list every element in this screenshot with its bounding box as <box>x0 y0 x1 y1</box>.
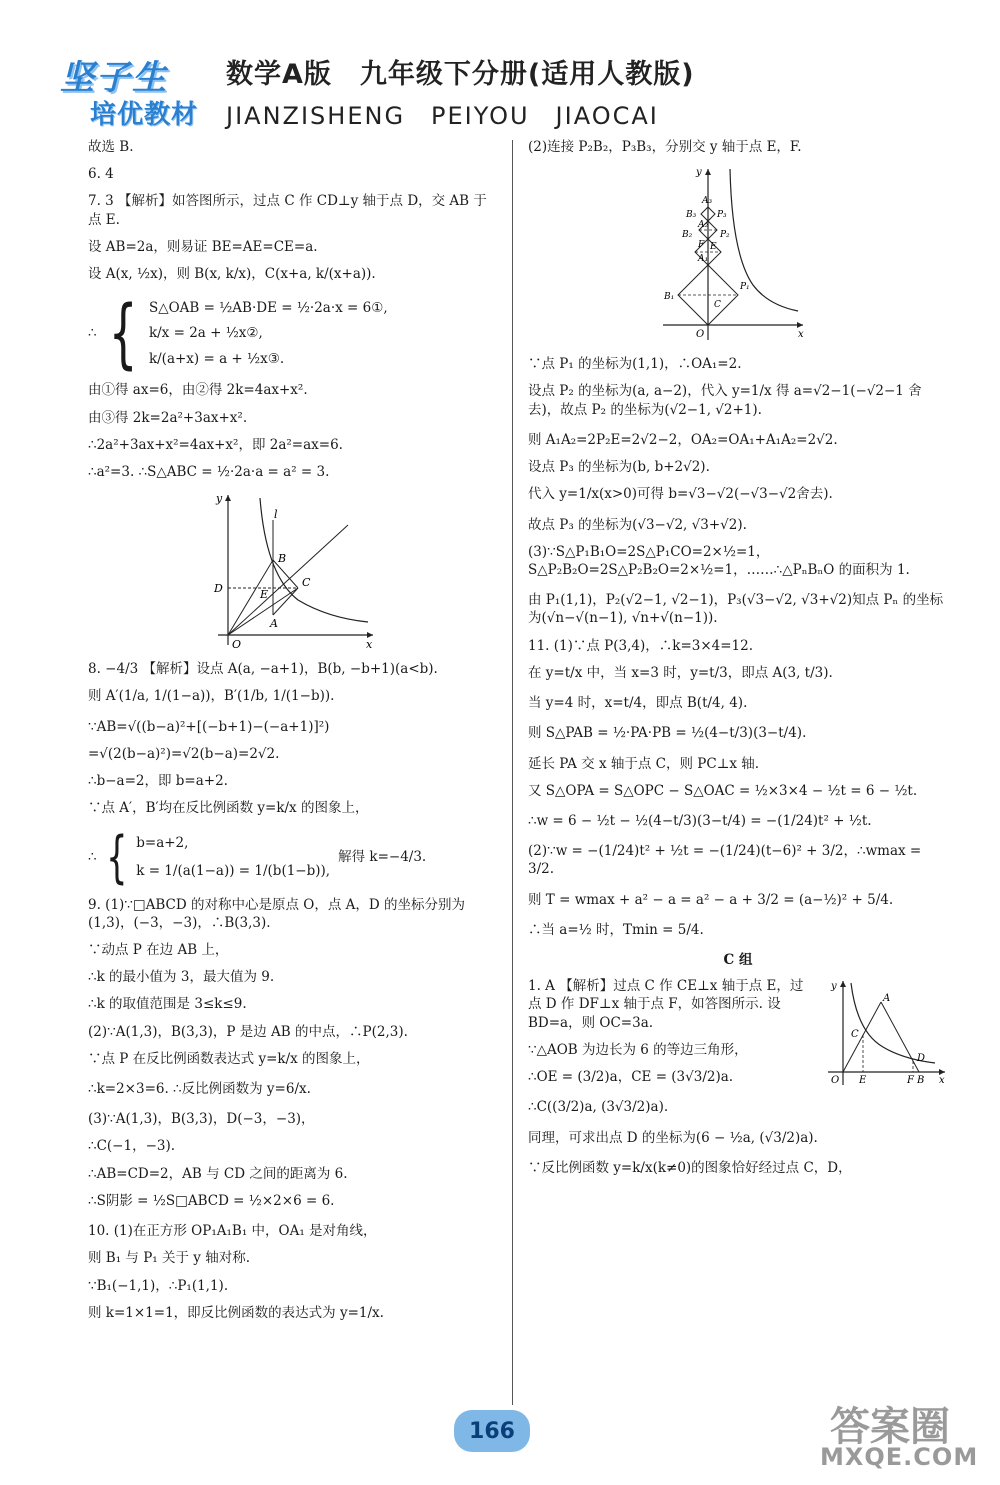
logo-bottom-text: 培优教材 <box>90 100 199 130</box>
text-line: 代入 y=1/x(x>0)可得 b=√3−√2(−√3−√2舍去). <box>528 486 833 503</box>
text-line: ∵B₁(−1,1)，∴P₁(1,1). <box>88 1277 229 1294</box>
fig-label: x <box>366 638 373 651</box>
fig-label: A₂ <box>698 220 709 231</box>
text-line: 在 y=t/x 中，当 x=3 时，y=t/3，即点 A(3, t/3). <box>528 664 833 681</box>
fig-label: l <box>274 508 278 522</box>
left-column <box>88 138 498 1331</box>
page-number: 166 <box>454 1410 530 1452</box>
brace-icon: { <box>105 824 128 890</box>
fig-label: F <box>907 1075 914 1087</box>
equation-line: k/(a+x) = a + ½x③. <box>148 350 285 367</box>
brace-icon: { <box>108 288 138 378</box>
fig-label: A <box>270 617 278 631</box>
equation-line: S△OAB = ½AB·DE = ½·2a·x = 6①, <box>148 299 388 316</box>
publisher-logo <box>50 50 210 136</box>
fig-label: A₁ <box>698 254 709 265</box>
text-line: 由③得 2k=2a²+3ax+x². <box>88 409 248 426</box>
text-line: ∴b−a=2，即 b=a+2. <box>88 773 228 790</box>
fig-label: x <box>939 1075 945 1087</box>
text-line: 由①得 ax=6，由②得 2k=4ax+x². <box>88 382 308 399</box>
text-line: =√(2(b−a)²)=√2(b−a)=2√2. <box>88 745 280 762</box>
figure-q7 <box>88 490 498 650</box>
book-pinyin: JIANZISHENG PEIYOU JIAOCAI <box>226 102 659 130</box>
fig-label: P₂ <box>720 230 730 241</box>
equation-line: k/x = 2a + ½x②, <box>148 325 263 342</box>
equation-system-1 <box>88 288 498 378</box>
text-line: ∵点 P₁ 的坐标为(1,1)，∴OA₁=2. <box>528 356 742 373</box>
fig-label: D <box>917 1053 926 1065</box>
fig-label: A₃ <box>702 196 713 207</box>
fig-label: P₁ <box>740 282 750 293</box>
fig-label: y <box>696 167 702 179</box>
fig-label: E <box>260 588 269 602</box>
text-line: (3)∵S△P₁B₁O=2S△P₁CO=2×½=1，S△P₂B₂O=2S△P₂B₂O=2×½=1，……∴△PₙBₙO 的面积为 1. <box>528 543 910 578</box>
therefore-symbol: ∴ <box>88 849 97 866</box>
fig-label: B <box>278 552 287 566</box>
watermark-text: 答案圈 <box>830 1404 950 1450</box>
text-line: 7. 3 【解析】如答图所示，过点 C 作 CD⊥y 轴于点 D，交 AB 于点 E. <box>88 193 487 228</box>
text-line: ∵点 P 在反比例函数表达式 y=k/x 的图象上， <box>88 1050 370 1067</box>
text-line: 则 k=1×1=1，即反比例函数的表达式为 y=1/x. <box>88 1304 384 1321</box>
fig-label: D <box>214 582 223 596</box>
text-line: 故点 P₃ 的坐标为(√3−√2, √3+√2). <box>528 516 747 533</box>
text-line: 则 A′(1/a, 1/(1−a))，B′(1/b, 1/(1−b)). <box>88 688 335 705</box>
text-line: 设点 P₂ 的坐标为(a, a−2)，代入 y=1/x 得 a=√2−1(−√2−1 舍去)，故点 P₂ 的坐标为(√2−1, √2+1). <box>528 383 922 418</box>
fig-label: A <box>883 993 891 1005</box>
fig-label: y <box>831 981 837 993</box>
text-line: ∴k 的取值范围是 3≤k≤9. <box>88 996 247 1013</box>
text-line: 则 B₁ 与 P₁ 关于 y 轴对称. <box>88 1250 250 1267</box>
text-line: ∴C((3/2)a, (3√3/2)a). <box>528 1099 669 1116</box>
text-line: 10. (1)在正方形 OP₁A₁B₁ 中，OA₁ 是对角线， <box>88 1223 377 1240</box>
text-line: (2)∵w = −(1/24)t² + ½t = −(1/24)(t−6)² + 3/2，∴wmax = 3/2. <box>528 843 922 878</box>
logo-top-text: 坚子生 <box>60 58 168 98</box>
fig-label: O <box>232 638 242 651</box>
fig-label: y <box>216 492 223 506</box>
fig-label: F <box>698 240 705 251</box>
column-divider <box>512 140 513 1405</box>
text-line: (3)∵A(1,3)，B(3,3)，D(−3，−3)， <box>88 1111 315 1128</box>
text-line: ∴C(−1，−3). <box>88 1138 176 1155</box>
fig-label: x <box>798 329 804 341</box>
fig-label: P₃ <box>717 210 727 221</box>
text-line: ∴2a²+3ax+x²=4ax+x²，即 2a²=ax=6. <box>88 436 343 453</box>
text-line: ∵△AOB 为边长为 6 的等边三角形， <box>528 1041 748 1058</box>
text-line: (2)连接 P₂B₂，P₃B₃，分别交 y 轴于点 E，F. <box>528 139 802 155</box>
fig-label: B₃ <box>686 210 697 221</box>
fig-label: B₂ <box>682 230 693 241</box>
text-line: 又 S△OPA = S△OPC − S△OAC = ½×3×4 − ½t = 6 − ½t. <box>528 782 918 799</box>
fig-label: C <box>302 576 311 590</box>
therefore-symbol: ∴ <box>88 325 97 342</box>
text-line: ∴S阴影 = ½S□ABCD = ½×2×6 = 6. <box>88 1192 335 1209</box>
text-line: 设点 P₃ 的坐标为(b, b+2√2). <box>528 459 710 476</box>
text-line: 当 y=4 时，x=t/4，即点 B(t/4, 4). <box>528 695 748 712</box>
figure-q10 <box>528 165 948 345</box>
section-heading: C 组 <box>723 952 753 969</box>
text-line: 延长 PA 交 x 轴于点 C，则 PC⊥x 轴. <box>528 755 760 772</box>
text-line: ∴当 a=½ 时，Tmin = 5/4. <box>528 921 704 938</box>
text-line: ∴w = 6 − ½t − ½(4−t/3)(3−t/4) = −(1/24)t² + ½t. <box>528 812 872 829</box>
text-line: 则 S△PAB = ½·PA·PB = ½(4−t/3)(3−t/4). <box>528 725 807 742</box>
page-header <box>40 40 980 140</box>
watermark-url: MXQE.COM <box>820 1443 979 1471</box>
equation-system-2 <box>88 824 498 890</box>
equation-line: k = 1/(a(1−a)) = 1/(b(1−b)), <box>136 863 331 880</box>
fig-label: E <box>859 1075 867 1087</box>
fig-label: O <box>831 1075 840 1087</box>
text-line: 6. 4 <box>88 166 114 183</box>
text-line: ∵动点 P 在边 AB 上， <box>88 941 229 958</box>
text-line: 同理，可求出点 D 的坐标为(6 − ½a, (√3/2)a). <box>528 1129 818 1146</box>
text-line: ∵AB=√((b−a)²+[(−b+1)−(−a+1)]²) <box>88 718 330 735</box>
fig-label: B₁ <box>664 292 675 303</box>
text-line: 9. (1)∵□ABCD 的对称中心是原点 O，点 A，D 的坐标分别为(1,3)，(−3，−3)，∴B(3,3). <box>88 896 466 931</box>
text-line: ∵反比例函数 y=k/x(k≠0)的图象恰好经过点 C，D， <box>528 1159 852 1176</box>
text-line: ∴OE = (3/2)a，CE = (3√3/2)a. <box>528 1069 734 1086</box>
text-line: 由 P₁(1,1)，P₂(√2−1, √2−1)，P₃(√3−√2, √3+√2)知点 Pₙ 的坐标为(√n−√(n−1), √n+√(n−1)). <box>528 592 944 627</box>
text-line: ∴k 的最小值为 3，最大值为 9. <box>88 969 275 986</box>
text-line: ∵点 A′，B′均在反比例函数 y=k/x 的图象上， <box>88 800 369 817</box>
text-line: ∴AB=CD=2，AB 与 CD 之间的距离为 6. <box>88 1165 348 1182</box>
text-line: ∴k=2×3=6. ∴反比例函数为 y=6/x. <box>88 1081 311 1098</box>
text-line: 故选 B. <box>88 139 134 155</box>
text-line: 1. A 【解析】过点 C 作 CE⊥x 轴于点 E，过点 D 作 DF⊥x 轴于点 F，如答图所示. 设 BD=a，则 OC=3a. <box>528 978 804 1031</box>
text-line: 则 A₁A₂=2P₂E=2√2−2，OA₂=OA₁+A₁A₂=2√2. <box>528 431 838 448</box>
text-line: 8. −4/3 【解析】设点 A(a, −a+1)，B(b, −b+1)(a<b). <box>88 661 438 678</box>
text-line: ∴a²=3. ∴S△ABC = ½·2a·a = a² = 3. <box>88 463 330 480</box>
text-line: 则 T = wmax + a² − a = a² − a + 3/2 = (a−½)² + 5/4. <box>528 891 894 908</box>
watermark-logo <box>820 1395 990 1475</box>
fig-label: E <box>710 242 717 253</box>
text-line: 设 AB=2a，则易证 BE=AE=CE=a. <box>88 238 318 255</box>
book-title: 数学A版 九年级下分册(适用人教版) <box>226 59 695 90</box>
text-line: 11. (1)∵点 P(3,4)，∴k=3×4=12. <box>528 637 754 654</box>
right-column <box>528 138 948 1186</box>
text-line: 设 A(x, ½x)，则 B(x, k/x)，C(x+a, k/(x+a)). <box>88 266 376 283</box>
equation-result: 解得 k=−4/3. <box>338 849 427 866</box>
figure-c1 <box>823 977 948 1087</box>
fig-label: C <box>851 1029 859 1041</box>
fig-label: O <box>696 329 705 341</box>
fig-label: C <box>714 300 721 311</box>
text-line: (2)∵A(1,3)，B(3,3)，P 是边 AB 的中点，∴P(2,3). <box>88 1023 408 1040</box>
fig-label: B <box>917 1075 925 1087</box>
equation-line: b=a+2, <box>136 835 189 852</box>
